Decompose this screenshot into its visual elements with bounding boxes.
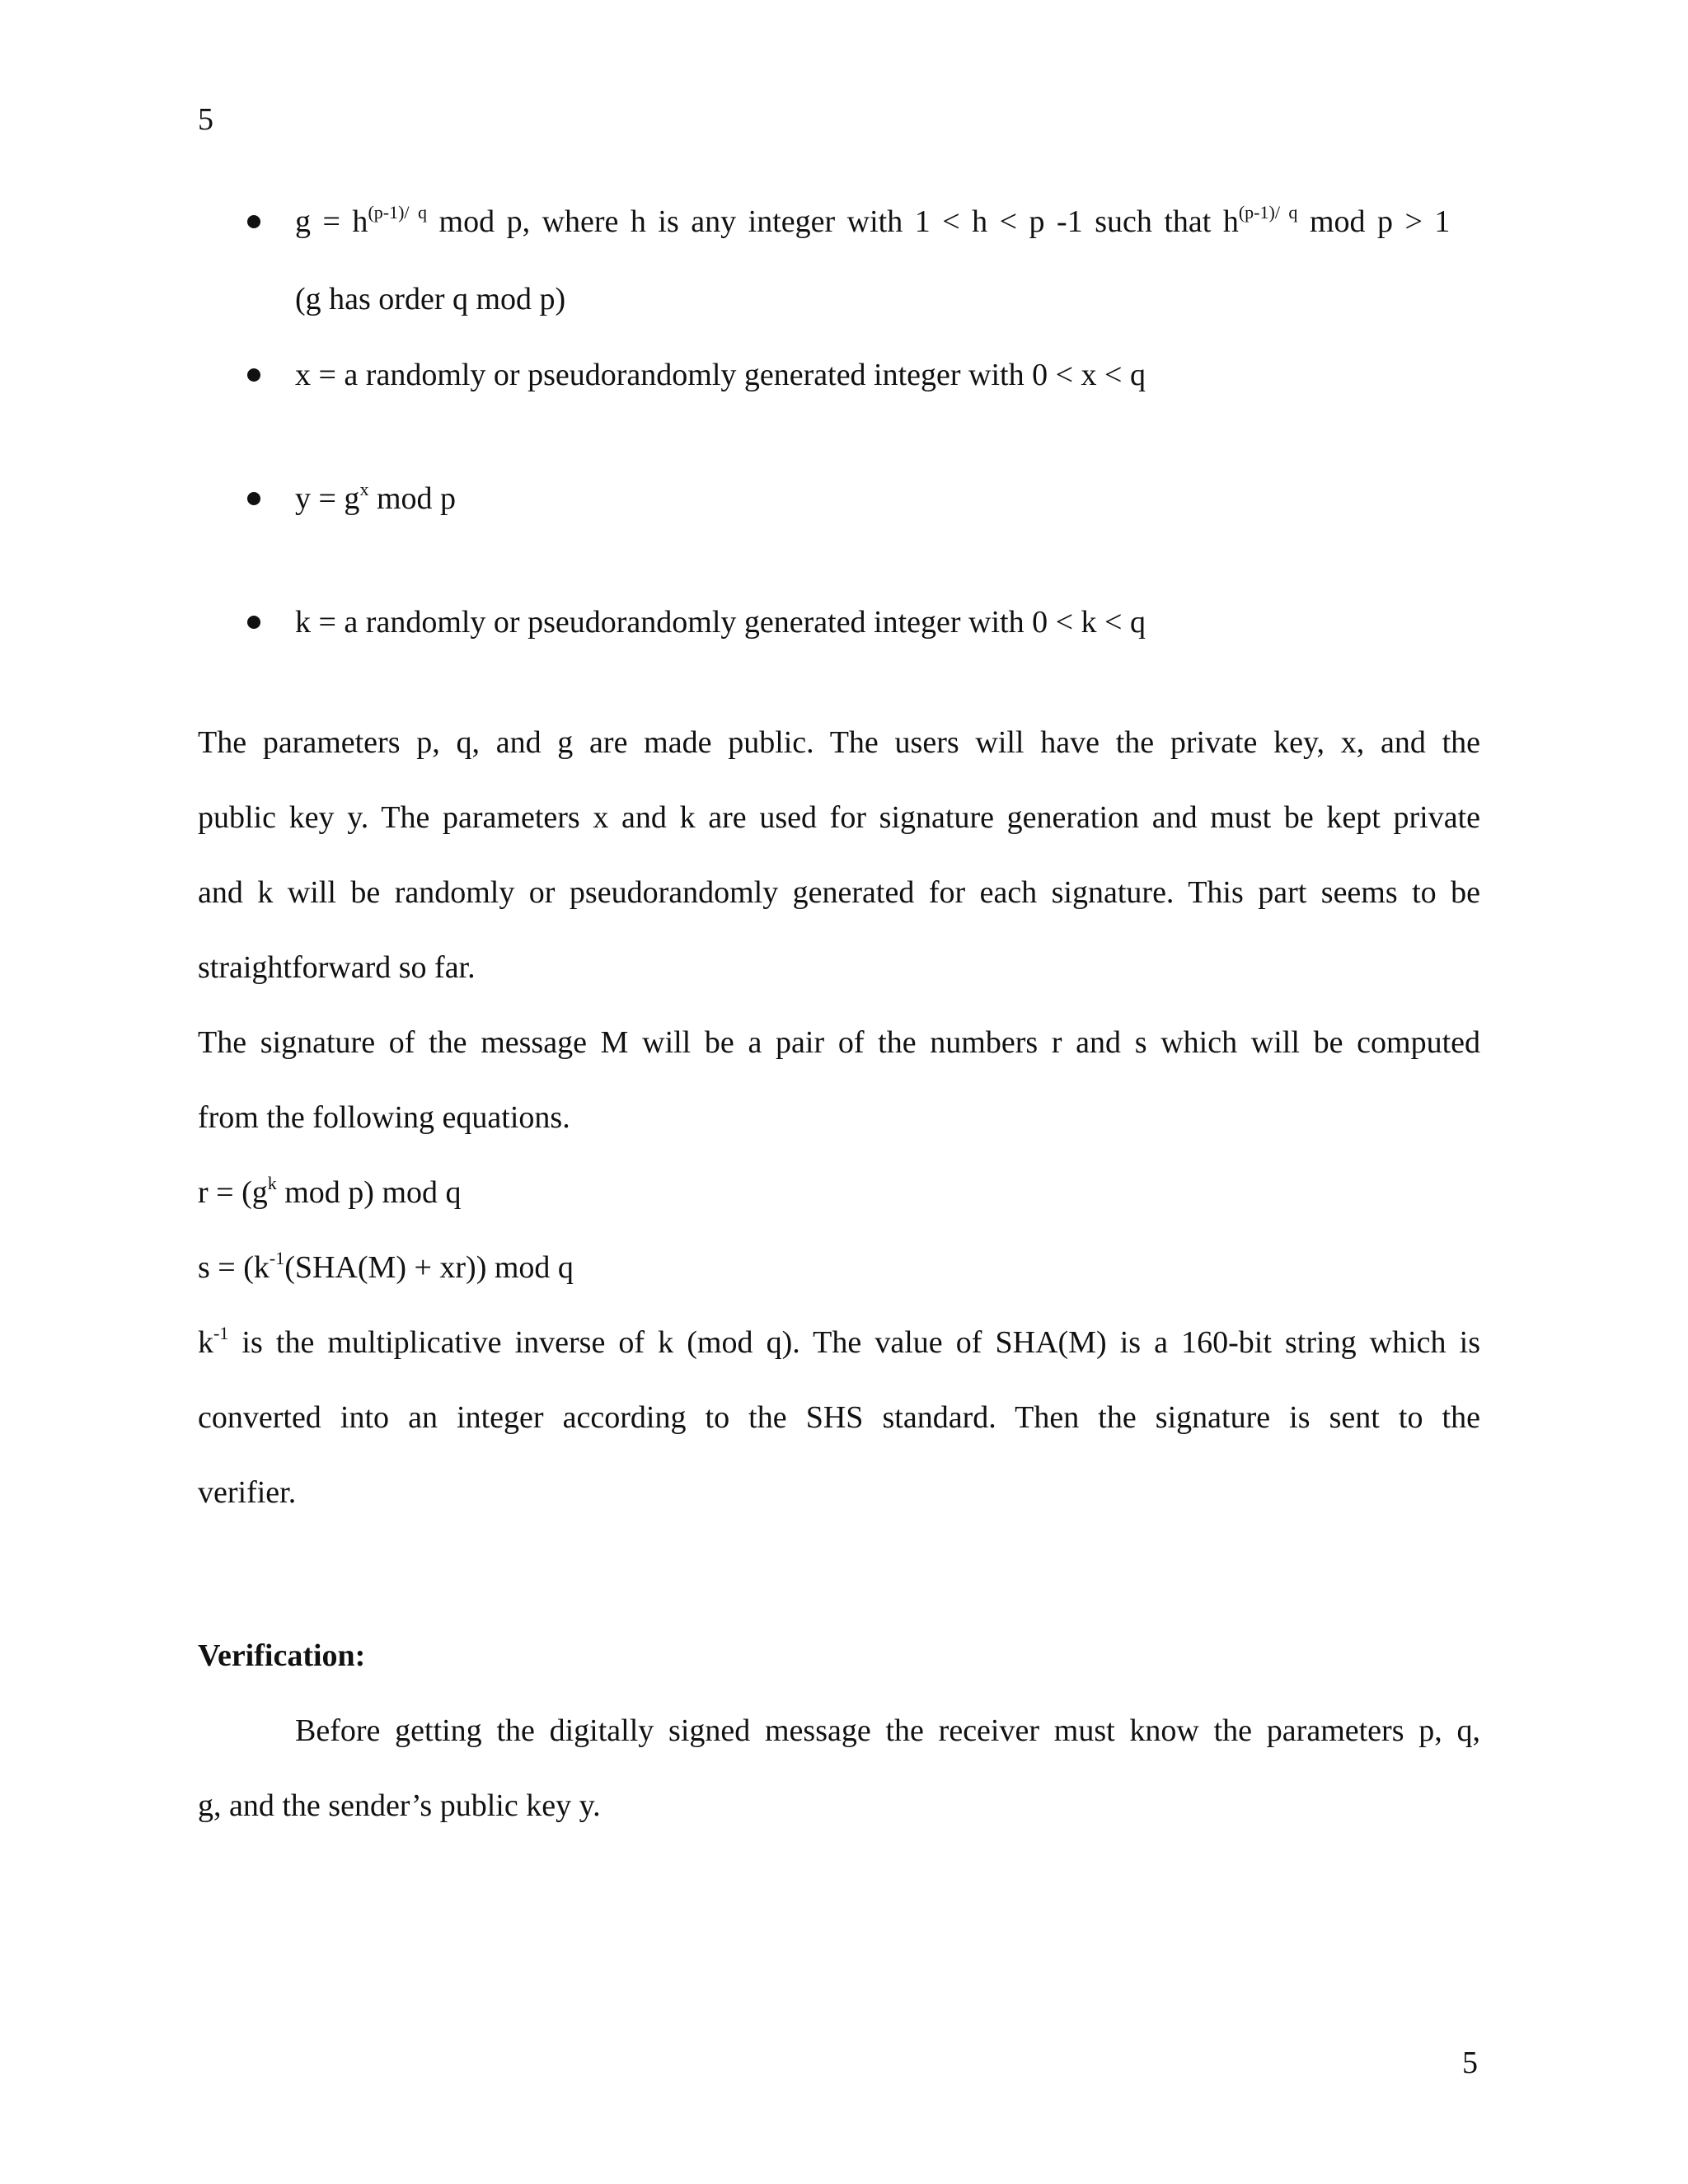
bullet-g-marker (247, 215, 260, 228)
verification-heading: Verification: (198, 1638, 366, 1673)
equation-s: $s = (k^{-1}(SHA(M) + xr))$ mod q (198, 1248, 574, 1285)
para3-sup: -1 (213, 1323, 229, 1344)
bullet-g-pre: g = h (295, 204, 368, 239)
bullet-g-sup2: (p-1)/ q (1238, 202, 1298, 223)
verification-line2: g, and the sender’s public key y. (198, 1788, 601, 1823)
equation-s-sup: -1 (269, 1248, 285, 1269)
para1-line3: and k will be randomly or pseudorandomly generated for each signature. This part seems to be (198, 875, 1480, 910)
bullet-y-pre: y = g (295, 481, 360, 516)
para1-line2: public key y. The parameters x and k are used for signature generation and must be kept private (198, 800, 1480, 835)
para3-line3: verifier. (198, 1475, 297, 1510)
para1-line4: straightforward so far. (198, 950, 476, 985)
para2-line1: The signature of the message M will be a pair of the numbers r and s which will be computed (198, 1025, 1480, 1060)
bullet-g-mid: mod p, where h is any integer with 1 < h < p -1 such that h (427, 204, 1239, 239)
bullet-y-marker (247, 492, 260, 505)
bullet-k-line: k = a randomly or pseudorandomly generated integer with 0 < k < q (295, 605, 1146, 640)
page-number-top: 5 (198, 102, 213, 137)
verification-line1: Before getting the digitally signed message the receiver must know the parameters p, q, (295, 1713, 1480, 1748)
para3-line1: $k^{-1}$ is the multiplicative inverse of k (mod q). The value of SHA(M) is a 160-bit string which is (198, 1323, 1480, 1360)
bullet-x-line: x = a randomly or pseudorandomly generated integer with 0 < x < q (295, 358, 1146, 392)
para3-line2: converted into an integer according to the SHS standard. Then the signature is sent to the (198, 1400, 1480, 1435)
bullet-g-continuation: (g has order q mod p) (295, 282, 566, 316)
bullet-g-post: mod p > 1 (1297, 204, 1451, 239)
page-number-bottom: 5 (1462, 2046, 1478, 2080)
bullet-y-post: mod p (368, 481, 456, 516)
bullet-x-marker (247, 368, 260, 382)
bullet-g-line (295, 203, 1480, 241)
equation-r: $r = (g^k$ mod p) mod q (198, 1173, 462, 1210)
equation-r-sup: k (267, 1173, 277, 1194)
bullet-k-marker (247, 616, 260, 629)
para2-line2: from the following equations. (198, 1100, 570, 1135)
bullet-y-line (295, 480, 456, 518)
bullet-g-sup1: (p-1)/ q (368, 202, 428, 223)
para1-line1: The parameters p, q, and g are made public. The users will have the private key, x, and the (198, 725, 1480, 760)
bullet-y-sup: x (359, 479, 369, 500)
